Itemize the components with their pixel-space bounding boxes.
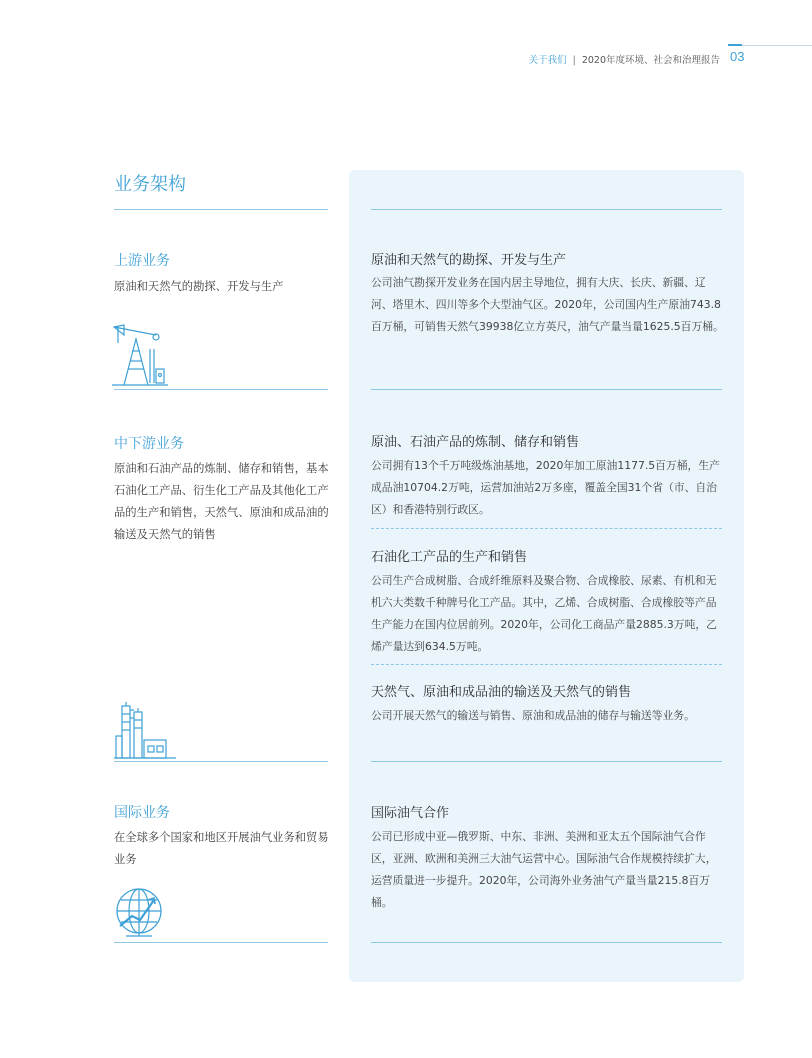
refinery-icon [114, 700, 178, 760]
panel-top-rule [371, 209, 722, 210]
upstream-title: 上游业务 [114, 253, 170, 269]
item-rule [371, 761, 722, 762]
item-title: 天然气、原油和成品油的输送及天然气的销售 [371, 685, 632, 700]
header-separator: | [572, 55, 576, 66]
item-rule [371, 942, 722, 943]
item-body: 公司生产合成树脂、合成纤维原料及聚合物、合成橡胶、尿素、有机和无机六大类数千种牌号化工产品。其中，乙烯、合成树脂、合成橡胶等产品生产能力在国内位居前列。2020年，公司化工商品产量2885.3万吨，乙烯产量达到634.5万吨。 [371, 574, 717, 653]
header-section: 关于我们 [528, 55, 567, 66]
item-body: 公司已形成中亚—俄罗斯、中东、非洲、美洲和亚太五个国际油气合作区，亚洲、欧洲和美洲三大油气运营中心。国际油气合作规模持续扩大，运营质量进一步提升。2020年，公司海外业务油气产量当量215.8百万桶。 [371, 830, 717, 909]
international-title: 国际业务 [114, 805, 170, 821]
globe-growth-icon [112, 886, 170, 942]
item-title: 原油和天然气的勘探、开发与生产 [371, 253, 567, 268]
upstream-desc: 原油和天然气的勘探、开发与生产 [114, 280, 284, 293]
page-number: 03 [730, 49, 745, 64]
header-accent-tick [728, 44, 742, 46]
item-divider [371, 664, 722, 665]
upstream-rule [114, 389, 328, 390]
item-title: 原油、石油产品的炼制、储存和销售 [371, 435, 580, 450]
international-desc: 在全球多个国家和地区开展油气业务和贸易业务 [114, 831, 329, 866]
midstream-desc: 原油和石油产品的炼制、储存和销售，基本石油化工产品、衍生化工产品及其他化工产品的生产和销售，天然气、原油和成品油的输送及天然气的销售 [114, 462, 329, 541]
page-title: 业务架构 [114, 174, 186, 195]
international-rule [114, 942, 328, 943]
item-body: 公司油气勘探开发业务在国内居主导地位，拥有大庆、长庆、新疆、辽河、塔里木、四川等多个大型油气区。2020年，公司国内生产原油743.8百万桶，可销售天然气39938亿立方英尺，油气产量当量1625.5百万桶。 [371, 276, 724, 333]
midstream-rule [114, 761, 328, 762]
item-divider [371, 528, 722, 529]
midstream-title: 中下游业务 [114, 436, 184, 452]
running-header [529, 52, 720, 66]
header-report-title: 2020年度环境、社会和治理报告 [581, 55, 720, 66]
item-title: 石油化工产品的生产和销售 [371, 550, 528, 565]
item-body: 公司拥有13个千万吨级炼油基地，2020年加工原油1177.5百万桶，生产成品油10704.2万吨，运营加油站2万多座，覆盖全国31个省（市、自治区）和香港特别行政区。 [371, 459, 720, 516]
item-title: 国际油气合作 [371, 806, 450, 821]
oil-pump-icon [110, 323, 170, 389]
title-rule [114, 209, 328, 210]
item-rule [371, 389, 722, 390]
item-body: 公司开展天然气的输送与销售、原油和成品油的储存与输送等业务。 [371, 709, 695, 722]
